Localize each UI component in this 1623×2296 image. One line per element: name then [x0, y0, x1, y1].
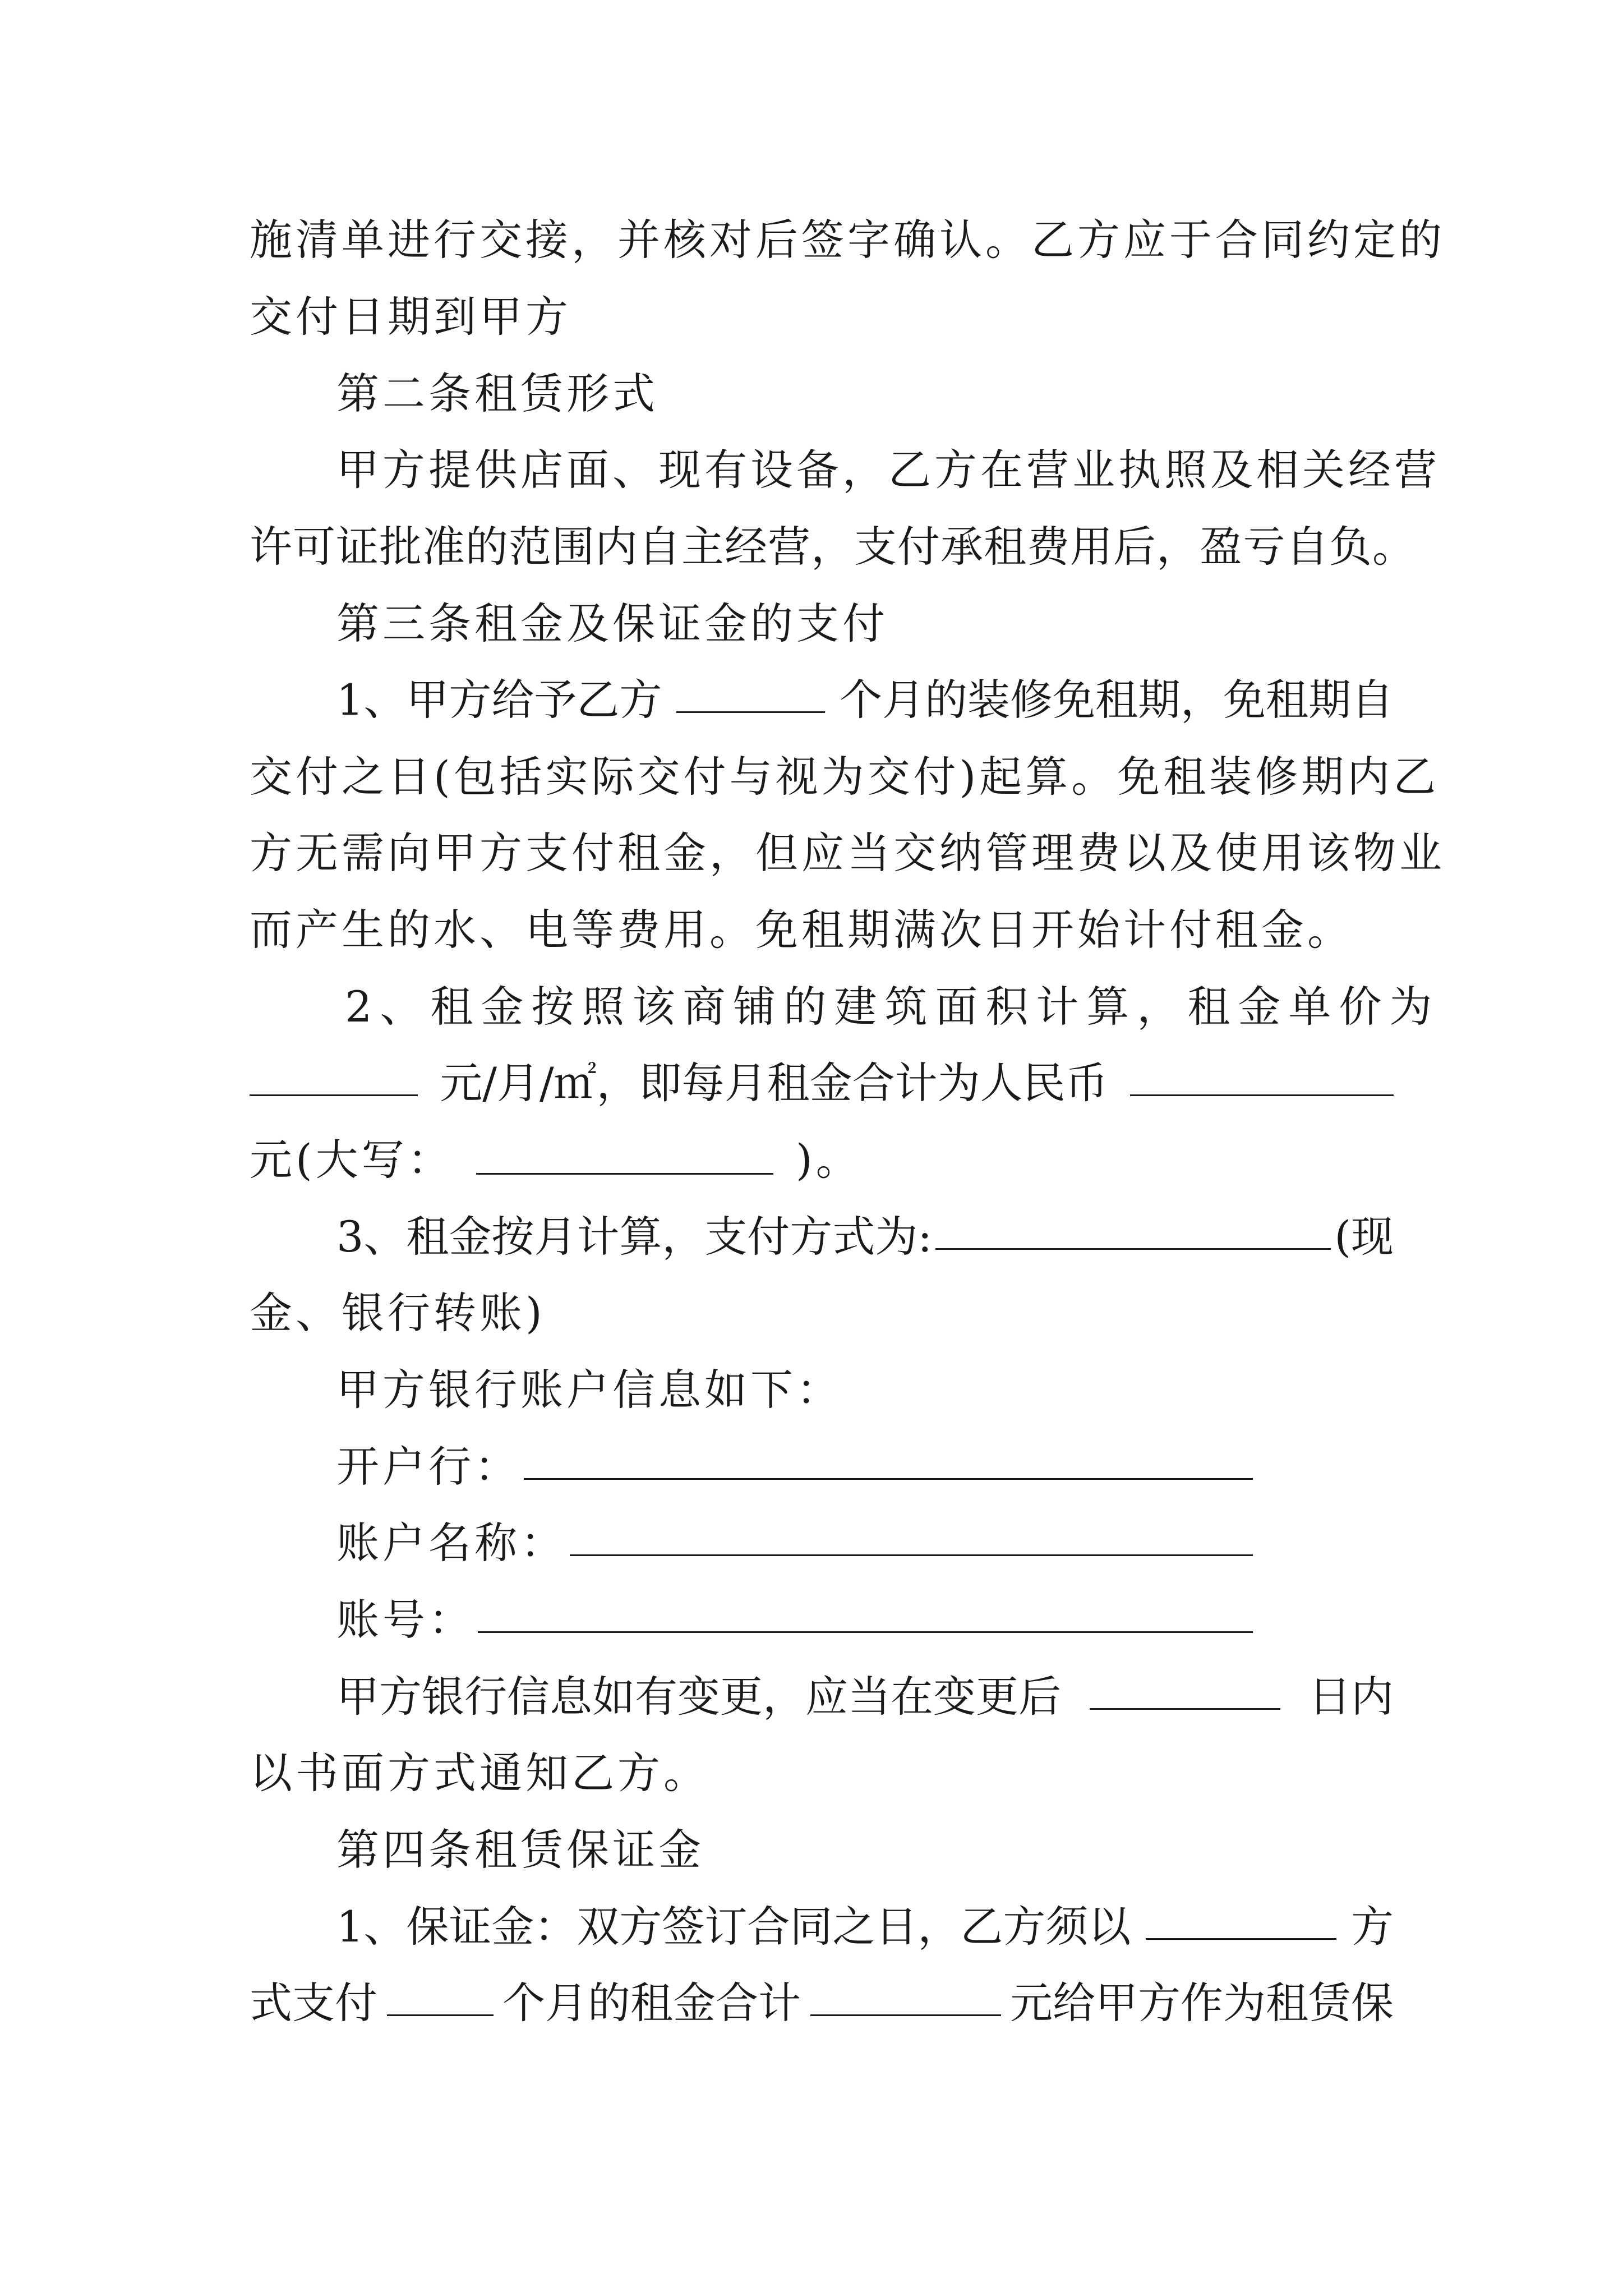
text-segment: 元给甲方作为租赁保 — [1010, 1978, 1394, 2028]
fill-blank[interactable] — [1090, 1669, 1280, 1710]
text-line — [336, 672, 1394, 728]
text-line: 交付之日(包括实际交付与视为交付)起算。免租装修期内乙 — [250, 752, 1440, 802]
text-segment: (现 — [1334, 1212, 1394, 1262]
fill-blank[interactable] — [1130, 1055, 1394, 1096]
text-segment: 元/月/㎡，即每月租金合计为人民币 — [440, 1058, 1108, 1108]
text-line: 许可证批准的范围内自主经营，支付承租费用后，盈亏自负。 — [250, 522, 1415, 572]
fill-blank[interactable] — [810, 1975, 1001, 2016]
section-heading: 第四条租赁保证金 — [336, 1825, 704, 1875]
text-segment: 个月的装修免租期，免租期自 — [839, 675, 1394, 725]
text-segment: 式支付 — [250, 1978, 377, 2028]
bank-name-blank[interactable] — [524, 1439, 1253, 1480]
text-line — [336, 1899, 1394, 1955]
fill-blank[interactable] — [935, 1209, 1331, 1250]
text-segment: 日内 — [1308, 1672, 1394, 1722]
text-segment: 3、租金按月计算，支付方式为: — [336, 1212, 932, 1262]
field-label: 开户行： — [336, 1442, 520, 1492]
fill-blank[interactable] — [387, 1975, 494, 2016]
text-line: 2、租金按照该商铺的建筑面积计算，租金单价为 — [345, 982, 1440, 1032]
text-line — [250, 1055, 1394, 1111]
bank-field-row — [336, 1515, 1256, 1571]
text-line: 以书面方式通知乙方。 — [250, 1748, 709, 1798]
text-segment: 个月的租金合计 — [502, 1978, 801, 2028]
section-heading: 第三条租金及保证金的支付 — [336, 599, 888, 648]
fill-blank[interactable] — [250, 1055, 418, 1096]
fill-blank[interactable] — [476, 1134, 773, 1175]
text-segment: )。 — [796, 1135, 862, 1185]
text-line: 而产生的水、电等费用。免租期满次日开始计付租金。 — [250, 905, 1353, 955]
text-segment: 甲方银行信息如有变更，应当在变更后 — [336, 1672, 1061, 1722]
account-name-blank[interactable] — [570, 1515, 1253, 1556]
text-line — [336, 1669, 1394, 1725]
fill-blank[interactable] — [1146, 1899, 1336, 1940]
section-heading: 第二条租赁形式 — [336, 369, 658, 418]
text-line: 金、银行转账) — [250, 1288, 546, 1338]
account-number-blank[interactable] — [478, 1592, 1253, 1633]
field-label: 账号： — [336, 1595, 474, 1645]
bank-field-row — [336, 1439, 1256, 1495]
text-line: 交付日期到甲方 — [250, 292, 571, 342]
fill-blank[interactable] — [676, 672, 825, 713]
text-line: 甲方提供店面、现有设备，乙方在营业执照及相关经营 — [336, 445, 1440, 495]
field-label: 账户名称： — [336, 1518, 566, 1568]
text-segment: 1、保证金：双方签订合同之日，乙方须以 — [336, 1902, 1131, 1952]
text-line — [336, 1209, 1394, 1265]
text-line — [250, 1975, 1394, 2031]
text-line: 施清单进行交接，并核对后签字确认。乙方应于合同约定的 — [250, 215, 1445, 265]
text-line: 甲方银行账户信息如下： — [336, 1365, 842, 1415]
text-line — [250, 1132, 1394, 1188]
bank-field-row — [336, 1592, 1256, 1648]
text-segment: 元(大写： — [250, 1135, 454, 1185]
text-segment: 方 — [1350, 1902, 1394, 1952]
text-segment: 1、甲方给予乙方 — [336, 675, 662, 725]
text-line: 方无需向甲方支付租金，但应当交纳管理费以及使用该物业 — [250, 828, 1445, 878]
